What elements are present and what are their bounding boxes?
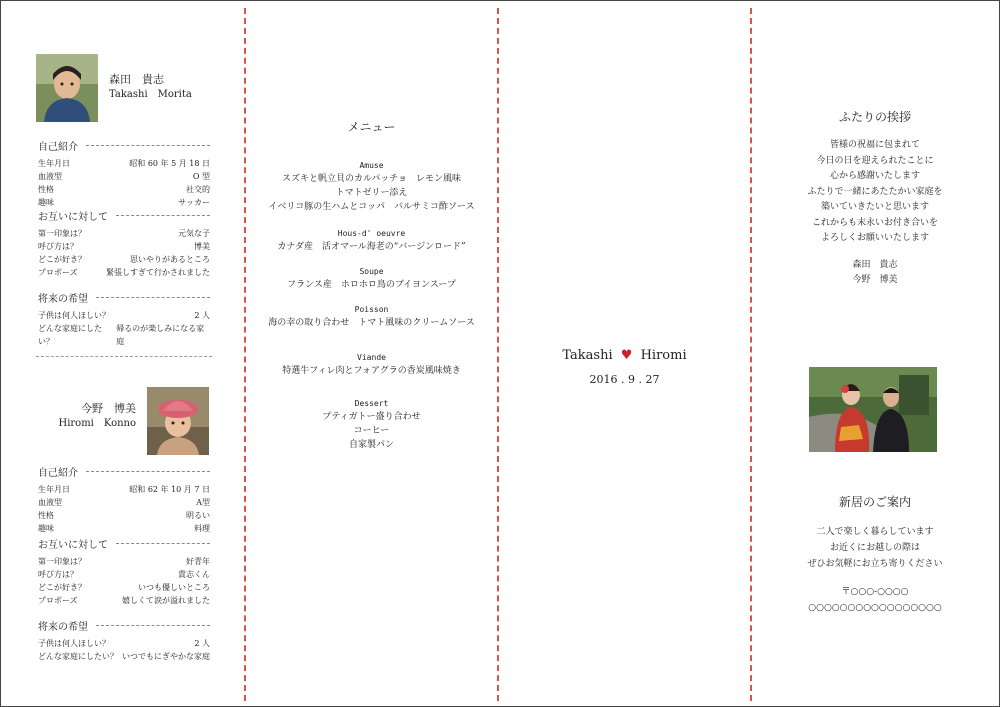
postal-code: 〒○○○-○○○○ (841, 587, 909, 597)
greeting-line: 今日の日を迎えられたことに (816, 155, 934, 166)
menu-course-name: Poisson (354, 305, 389, 314)
menu-course (246, 228, 497, 254)
menu-dish: プティガトー盛り合わせ (322, 412, 421, 422)
wedding-photo (809, 367, 937, 452)
menu-dish: トマトゼリー添え (335, 188, 408, 198)
menu-dish: カナダ産 活オマール海老の“バージンロード” (277, 242, 466, 252)
cover-names (499, 348, 750, 363)
groom-childhood-photo (36, 54, 98, 122)
menu-course (246, 160, 497, 214)
profile-row-value: 緊張しすぎて行かされました (106, 268, 210, 277)
groom-mutual-section (38, 208, 210, 279)
groom-first-name: Takashi (562, 348, 613, 363)
profile-panel (0, 0, 244, 707)
profile-row (38, 157, 210, 170)
section-title: お互いに対して (38, 212, 108, 223)
greeting-line: 築いていきたいと思います (820, 202, 929, 212)
bride-mutual-section (38, 536, 210, 607)
bride-name-jp: 今野 博美 (81, 402, 136, 415)
menu-panel (246, 0, 497, 707)
greeting-line: これからも末永いお付き合いを (811, 217, 938, 228)
profile-row-label: 第一印象は？ (38, 557, 86, 566)
profile-row-label: 性格 (38, 511, 54, 520)
bride-name-en: Hiromi Konno (58, 418, 136, 429)
profile-row (38, 509, 210, 522)
profile-row (38, 637, 210, 650)
greeting-signature-bride: 今野 博美 (852, 275, 898, 285)
profile-row-label: 呼び方は？ (38, 242, 78, 251)
section-title: 自己紹介 (38, 142, 78, 153)
menu-course (246, 398, 497, 452)
bride-intro-section (38, 464, 210, 535)
profile-row-label: 子供は何人ほしい？ (38, 639, 110, 648)
menu-course-name: Dessert (354, 399, 389, 408)
profile-row-value: 貴志くん (178, 570, 210, 579)
section-title: 将来の希望 (38, 294, 88, 305)
profile-row-value: 博美 (194, 242, 210, 251)
menu-dish: 自家製パン (348, 440, 394, 450)
profile-row-value: 元気な子 (178, 229, 210, 238)
profile-row-value: 帰るのが楽しみになる家庭 (116, 324, 205, 346)
groom-intro-section (38, 138, 210, 209)
new-home-line: ぜひお気軽にお立ち寄りください (807, 559, 943, 569)
bride-first-name: Hiromi (640, 348, 687, 363)
profile-row-value: 嬉しくて涙が溢れました (122, 596, 210, 605)
profile-row (38, 496, 210, 509)
profile-row-value: 昭和 62 年 10 月 7 日 (129, 485, 210, 494)
profile-row-label: 性格 (38, 185, 54, 194)
new-home-line: お近くにお越しの際は (829, 543, 920, 553)
greeting-title: ふたりの挨拶 (838, 110, 911, 124)
profile-row-value: 昭和 60 年 5 月 18 日 (129, 159, 210, 168)
profile-row-value: A型 (196, 498, 210, 507)
profile-row-value: O 型 (192, 172, 210, 181)
profile-row (38, 322, 210, 348)
greeting-line: 心から感謝いたします (829, 171, 920, 181)
profile-row-label: 生年月日 (38, 485, 70, 494)
menu-course (246, 352, 497, 378)
menu-course (246, 304, 497, 330)
profile-divider (36, 356, 212, 357)
menu-course (246, 266, 497, 292)
profile-row-label: プロポーズ (38, 596, 78, 605)
menu-dish: 海の幸の取り合わせ トマト風味のクリームソース (268, 318, 475, 328)
profile-row-label: 趣味 (38, 198, 54, 207)
profile-row-value: いつも優しいところ (138, 583, 210, 592)
profile-row-value: 2 人 (194, 311, 210, 320)
profile-row (38, 522, 210, 535)
profile-row (38, 483, 210, 496)
profile-row-label: 血液型 (38, 172, 62, 181)
bride-childhood-photo (147, 387, 209, 455)
groom-name-en: Takashi Morita (109, 89, 192, 100)
greeting-signature-groom: 森田 貴志 (852, 260, 898, 270)
menu-dish: コーヒー (353, 426, 390, 436)
address: ○○○○○○○○○○○○○○○○○ (808, 603, 942, 613)
profile-row-value: 明るい (186, 511, 210, 520)
groom-future-section (38, 290, 210, 348)
menu-course-name: Soupe (359, 267, 384, 276)
section-title: 将来の希望 (38, 622, 88, 633)
profile-row-value: サッカー (178, 198, 210, 207)
profile-row (38, 650, 210, 663)
profile-row (38, 227, 210, 240)
cover-panel (499, 0, 750, 707)
profile-row-value: 料理 (194, 524, 210, 533)
profile-row (38, 253, 210, 266)
profile-row-label: プロポーズ (38, 268, 78, 277)
new-home-line: 二人で楽しく暮らしています (816, 527, 934, 537)
profile-row-label: 血液型 (38, 498, 62, 507)
groom-name-jp: 森田 貴志 (109, 73, 164, 86)
profile-row (38, 266, 210, 279)
menu-title: メニュー (347, 120, 396, 134)
profile-row (38, 183, 210, 196)
profile-row (38, 568, 210, 581)
profile-row-value: いつでもにぎやかな家庭 (122, 652, 210, 661)
menu-course-name: Amuse (359, 161, 384, 170)
profile-row-label: 呼び方は？ (38, 570, 78, 579)
profile-row (38, 555, 210, 568)
profile-row (38, 170, 210, 183)
profile-row-label: どんな家庭にしたい？ (38, 324, 102, 346)
menu-dish: フランス産 ホロホロ鳥のブイヨンスープ (287, 280, 456, 290)
menu-dish: スズキと帆立貝のカルパッチョ レモン風味 (281, 174, 462, 184)
profile-row-label: 子供は何人ほしい？ (38, 311, 110, 320)
section-title: お互いに対して (38, 540, 108, 551)
profile-row-value: 社交的 (186, 185, 210, 194)
profile-row (38, 240, 210, 253)
menu-course-name: Viande (357, 353, 386, 362)
menu-course-name: Hous-d' oeuvre (337, 229, 406, 238)
greeting-line: よろしくお願いいたします (820, 233, 929, 243)
profile-row-label: 第一印象は？ (38, 229, 86, 238)
profile-row-value: 2 人 (194, 639, 210, 648)
menu-dish: 特選牛フィレ肉とフォアグラの香炭風味焼き (282, 366, 461, 376)
profile-row-label: どんな家庭にしたい？ (38, 652, 118, 661)
profile-row (38, 581, 210, 594)
profile-row-value: 思いやりがあるところ (130, 255, 210, 264)
profile-row-value: 好青年 (186, 557, 210, 566)
profile-row-label: 趣味 (38, 524, 54, 533)
profile-row (38, 309, 210, 322)
wedding-date: 2016 . 9 . 27 (589, 373, 660, 386)
section-title: 自己紹介 (38, 468, 78, 479)
profile-row-label: 生年月日 (38, 159, 70, 168)
bride-future-section (38, 618, 210, 663)
menu-dish: イベリコ豚の生ハムとコッパ バルサミコ酢ソース (268, 202, 475, 212)
greeting-panel (752, 0, 998, 707)
greeting-line: 皆様の祝福に包まれて (829, 140, 920, 150)
profile-row-label: どこが好き？ (38, 255, 86, 264)
profile-row (38, 594, 210, 607)
profile-row-label: どこが好き？ (38, 583, 86, 592)
new-home-title: 新居のご案内 (838, 495, 911, 509)
heart-icon: ♥ (620, 348, 633, 363)
greeting-line: ふたりで一緒にあたたかい家庭を (807, 186, 943, 197)
